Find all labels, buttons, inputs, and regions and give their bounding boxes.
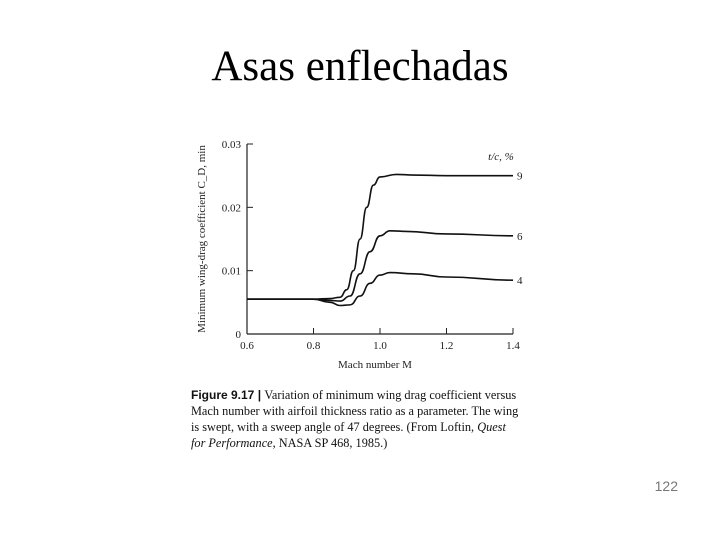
y-tick-label: 0 — [235, 329, 241, 341]
x-tick-label: 1.4 — [506, 340, 520, 352]
series-line-9 — [247, 174, 513, 299]
figure-caption — [191, 387, 521, 451]
slide-title: Asas enflechadas — [211, 43, 509, 90]
caption-text-1: Variation of minimum wing drag coefficient versus Mach number with airfoil thickness ratio as a parameter. The wing is swept, with a sweep angle of 47 degrees. (From Loftin, — [191, 388, 519, 434]
x-tick-label: 0.8 — [306, 340, 321, 352]
page-number: 122 — [654, 478, 678, 494]
series-label-6: 6 — [517, 230, 523, 243]
chart-series — [247, 171, 523, 306]
y-tick-label: 0.02 — [221, 202, 241, 215]
x-tick-label: 1.0 — [373, 340, 387, 352]
series-label-4: 4 — [517, 275, 523, 288]
legend-title: t/c, % — [488, 151, 514, 163]
caption-text-2: NASA SP 468, 1985.) — [275, 436, 388, 450]
caption-italic: Quest for Performance, — [191, 420, 506, 450]
series-label-9: 9 — [517, 170, 523, 183]
chart-axes — [247, 144, 513, 334]
series-line-4 — [247, 273, 513, 306]
series-line-6 — [247, 231, 513, 301]
figure-label: Figure 9.17 | — [191, 388, 265, 402]
x-tick-label: 1.2 — [439, 340, 454, 352]
chart-ticks — [222, 139, 521, 352]
y-tick-label: 0.03 — [221, 139, 241, 151]
y-tick-label: 0.01 — [221, 265, 241, 278]
x-axis-label: Mach number M — [338, 359, 412, 371]
chart-labels — [196, 145, 514, 371]
y-axis-label: Minimum wing-drag coefficient C_D, min — [196, 145, 208, 333]
drag-coefficient-chart — [185, 130, 545, 390]
x-tick-label: 0.6 — [240, 340, 254, 352]
